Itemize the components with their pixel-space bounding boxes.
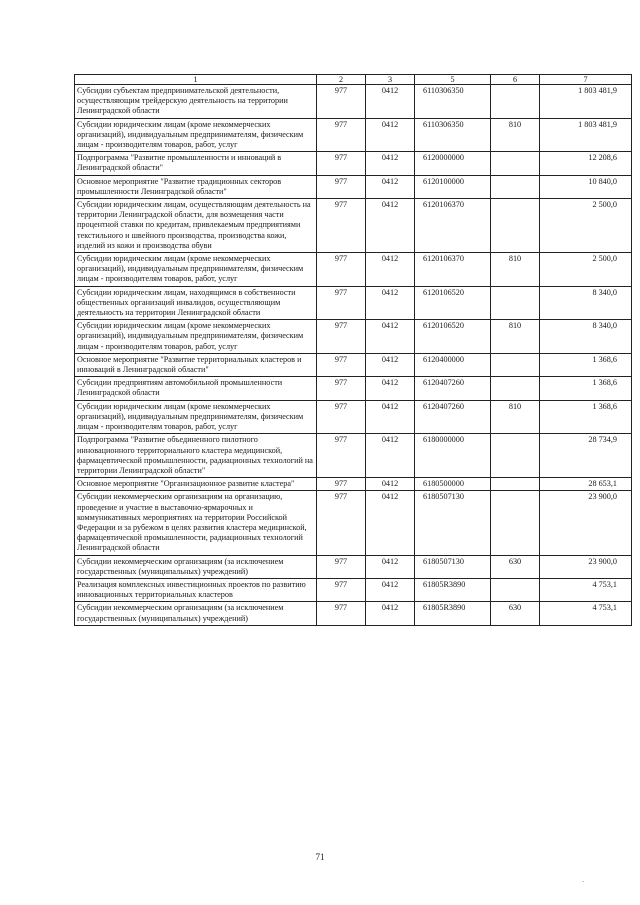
row-code-3: 0412 bbox=[366, 85, 415, 119]
table-row bbox=[75, 555, 632, 578]
row-code-2: 977 bbox=[317, 434, 366, 478]
table-body bbox=[75, 85, 632, 626]
row-amount: 1 803 481,9 bbox=[540, 118, 632, 152]
row-code-3: 0412 bbox=[366, 253, 415, 287]
row-code-5: 6120106520 bbox=[415, 320, 491, 354]
row-code-3: 0412 bbox=[366, 377, 415, 400]
table-row bbox=[75, 152, 632, 175]
row-name: Подпрограмма "Развитие объединенного пилотного инновационного территориального кластера медицинской, фармацевтической промышленности, радиационных технологий на территории Ленинградской области" bbox=[75, 434, 317, 478]
row-code-2: 977 bbox=[317, 578, 366, 601]
row-code-3: 0412 bbox=[366, 400, 415, 434]
row-code-2: 977 bbox=[317, 555, 366, 578]
row-code-5: 6120106370 bbox=[415, 199, 491, 253]
row-code-5: 6180000000 bbox=[415, 434, 491, 478]
row-code-3: 0412 bbox=[366, 286, 415, 320]
row-code-3: 0412 bbox=[366, 152, 415, 175]
corner-mark: · bbox=[582, 878, 585, 886]
row-code-2: 977 bbox=[317, 602, 366, 625]
row-amount: 8 340,0 bbox=[540, 320, 632, 354]
row-amount: 10 840,0 bbox=[540, 175, 632, 198]
row-code-6 bbox=[491, 175, 540, 198]
row-code-2: 977 bbox=[317, 286, 366, 320]
budget-table bbox=[74, 74, 632, 626]
row-amount: 23 900,0 bbox=[540, 491, 632, 555]
row-name: Основное мероприятие "Развитие территориальных кластеров и инноваций в Ленинградской области" bbox=[75, 353, 317, 376]
row-amount: 1 368,6 bbox=[540, 377, 632, 400]
table-row bbox=[75, 118, 632, 152]
column-header-name: 1 bbox=[75, 75, 317, 85]
row-amount: 23 900,0 bbox=[540, 555, 632, 578]
row-name: Субсидии юридическим лицам (кроме некоммерческих организаций), индивидуальным предпринимателям, физическим лицам - производителям товаров, работ, услуг bbox=[75, 400, 317, 434]
row-code-6 bbox=[491, 199, 540, 253]
row-code-3: 0412 bbox=[366, 353, 415, 376]
column-header-5: 5 bbox=[415, 75, 491, 85]
row-name: Субсидии юридическим лицам (кроме некоммерческих организаций), индивидуальным предпринимателям, физическим лицам - производителям товаров, работ, услуг bbox=[75, 320, 317, 354]
row-code-2: 977 bbox=[317, 85, 366, 119]
row-code-6 bbox=[491, 85, 540, 119]
row-code-6 bbox=[491, 286, 540, 320]
table-row bbox=[75, 377, 632, 400]
row-code-5: 6120407260 bbox=[415, 377, 491, 400]
row-code-5: 6110306350 bbox=[415, 85, 491, 119]
table-row bbox=[75, 85, 632, 119]
row-code-2: 977 bbox=[317, 478, 366, 491]
row-code-5: 6120100000 bbox=[415, 175, 491, 198]
row-code-5: 6180507130 bbox=[415, 555, 491, 578]
row-amount: 1 368,6 bbox=[540, 400, 632, 434]
table-row bbox=[75, 175, 632, 198]
page-number: 71 bbox=[315, 852, 325, 862]
row-code-3: 0412 bbox=[366, 555, 415, 578]
row-code-3: 0412 bbox=[366, 602, 415, 625]
row-name: Субсидии юридическим лицам (кроме некоммерческих организаций), индивидуальным предпринимателям, физическим лицам - производителям товаров, работ, услуг bbox=[75, 118, 317, 152]
table-row bbox=[75, 286, 632, 320]
row-code-5: 61805R3890 bbox=[415, 578, 491, 601]
row-code-2: 977 bbox=[317, 199, 366, 253]
table-row bbox=[75, 400, 632, 434]
row-name: Основное мероприятие "Развитие традиционных секторов промышленности Ленинградской области" bbox=[75, 175, 317, 198]
row-code-3: 0412 bbox=[366, 434, 415, 478]
table-row bbox=[75, 199, 632, 253]
row-code-2: 977 bbox=[317, 118, 366, 152]
row-code-5: 6120106370 bbox=[415, 253, 491, 287]
table-row bbox=[75, 353, 632, 376]
row-code-3: 0412 bbox=[366, 175, 415, 198]
row-code-2: 977 bbox=[317, 175, 366, 198]
row-code-6 bbox=[491, 491, 540, 555]
row-code-2: 977 bbox=[317, 320, 366, 354]
row-name: Субсидии юридическим лицам (кроме некоммерческих организаций), индивидуальным предпринимателям, физическим лицам - производителям товаров, работ, услуг bbox=[75, 253, 317, 287]
row-code-6: 810 bbox=[491, 320, 540, 354]
row-name: Субсидии юридическим лицам, осуществляющим деятельность на территории Ленинградской области, для возмещения части процентной ставки по кредитам, привлекаемым предприятиями текстильного и швейного производства, производства кожи, изделий из кожи и производства обуви bbox=[75, 199, 317, 253]
column-header-6: 6 bbox=[491, 75, 540, 85]
row-code-2: 977 bbox=[317, 353, 366, 376]
row-code-6: 810 bbox=[491, 118, 540, 152]
row-code-5: 6120106520 bbox=[415, 286, 491, 320]
row-code-3: 0412 bbox=[366, 478, 415, 491]
table-row bbox=[75, 320, 632, 354]
table-row bbox=[75, 602, 632, 625]
row-amount: 4 753,1 bbox=[540, 578, 632, 601]
row-name: Основное мероприятие "Организационное развитие кластера" bbox=[75, 478, 317, 491]
row-name: Субсидии некоммерческим организациям (за исключением государственных (муниципальных) учреждений) bbox=[75, 555, 317, 578]
row-amount: 2 500,0 bbox=[540, 253, 632, 287]
row-code-5: 6120407260 bbox=[415, 400, 491, 434]
row-amount: 2 500,0 bbox=[540, 199, 632, 253]
row-code-5: 61805R3890 bbox=[415, 602, 491, 625]
table-header-row bbox=[75, 75, 632, 85]
column-header-3: 3 bbox=[366, 75, 415, 85]
row-amount: 1 368,6 bbox=[540, 353, 632, 376]
column-header-2: 2 bbox=[317, 75, 366, 85]
row-amount: 12 208,6 bbox=[540, 152, 632, 175]
row-code-6 bbox=[491, 377, 540, 400]
row-code-3: 0412 bbox=[366, 578, 415, 601]
row-code-5: 6120400000 bbox=[415, 353, 491, 376]
table-row bbox=[75, 491, 632, 555]
row-code-6 bbox=[491, 578, 540, 601]
row-code-2: 977 bbox=[317, 491, 366, 555]
row-name: Субсидии предприятиям автомобильной промышленности Ленинградской области bbox=[75, 377, 317, 400]
row-code-2: 977 bbox=[317, 377, 366, 400]
row-code-2: 977 bbox=[317, 253, 366, 287]
row-name: Подпрограмма "Развитие промышленности и инноваций в Ленинградской области" bbox=[75, 152, 317, 175]
row-code-6: 630 bbox=[491, 602, 540, 625]
row-code-6: 810 bbox=[491, 253, 540, 287]
row-code-3: 0412 bbox=[366, 491, 415, 555]
column-header-7: 7 bbox=[540, 75, 632, 85]
table-row bbox=[75, 578, 632, 601]
row-code-6 bbox=[491, 353, 540, 376]
row-code-3: 0412 bbox=[366, 199, 415, 253]
row-code-3: 0412 bbox=[366, 320, 415, 354]
row-amount: 8 340,0 bbox=[540, 286, 632, 320]
row-name: Субсидии некоммерческим организациям на организацию, проведение и участие в выставочно-ярмарочных и коммуникативных мероприятиях на территории Российской Федерации и за рубежом в целях развития кластера медицинской, фармацевтической промышленности, радиационных технологий Ленинградской области bbox=[75, 491, 317, 555]
table-row bbox=[75, 434, 632, 478]
table-header bbox=[75, 75, 632, 85]
row-code-5: 6110306350 bbox=[415, 118, 491, 152]
row-name: Реализация комплексных инвестиционных проектов по развитию инновационных территориальных кластеров bbox=[75, 578, 317, 601]
table-row bbox=[75, 478, 632, 491]
row-code-6 bbox=[491, 152, 540, 175]
row-code-5: 6120000000 bbox=[415, 152, 491, 175]
row-code-2: 977 bbox=[317, 400, 366, 434]
row-amount: 28 653,1 bbox=[540, 478, 632, 491]
row-code-5: 6180500000 bbox=[415, 478, 491, 491]
row-code-6 bbox=[491, 434, 540, 478]
table-row bbox=[75, 253, 632, 287]
row-name: Субсидии юридическим лицам, находящимся в собственности общественных организаций инвалидов, осуществляющим деятельность на территории Ленинградской области bbox=[75, 286, 317, 320]
row-code-6: 810 bbox=[491, 400, 540, 434]
row-code-6 bbox=[491, 478, 540, 491]
row-code-3: 0412 bbox=[366, 118, 415, 152]
row-code-6: 630 bbox=[491, 555, 540, 578]
row-code-2: 977 bbox=[317, 152, 366, 175]
row-amount: 1 803 481,9 bbox=[540, 85, 632, 119]
row-amount: 28 734,9 bbox=[540, 434, 632, 478]
row-code-5: 6180507130 bbox=[415, 491, 491, 555]
row-amount: 4 753,1 bbox=[540, 602, 632, 625]
row-name: Субсидии некоммерческим организациям (за исключением государственных (муниципальных) учреждений) bbox=[75, 602, 317, 625]
row-name: Субсидии субъектам предпринимательской деятельности, осуществляющим трейдерскую деятельность на территории Ленинградской области bbox=[75, 85, 317, 119]
